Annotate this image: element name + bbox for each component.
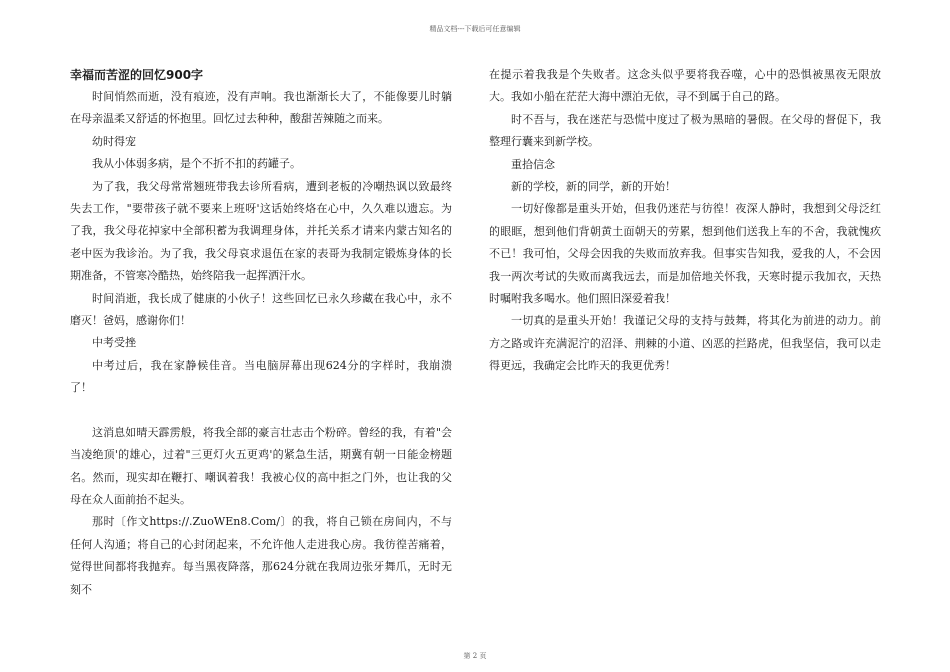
section-heading: 中考受挫 (92, 336, 136, 350)
section-heading: 重拾信念 (511, 157, 555, 171)
right-column (489, 64, 881, 378)
paragraph: 一切好像都是重头开始，但我仍迷茫与彷徨！夜深人静时，我想到父母泛红的眼眶，想到他们背朝黄土面朝天的劳累，想到他们送我上车的不舍，我就愧疚不已！我可怕，父母会因我的失败而放弃我。但事实告知我，爱我的人，不会因我一两次考试的失败而离我远去，而是加倍地关怀我，天寒时提示我加衣，天热时嘱咐我多喝水。他们照旧深爱着我！ (489, 202, 881, 306)
paragraph: 时间悄然而逝，没有痕迹，没有声响。我也渐渐长大了，不能像要儿时躺在母亲温柔又舒适的怀抱里。回忆过去种种，酸甜苦辣随之而来。 (70, 90, 452, 126)
paragraph: 为了我，我父母常常翘班带我去诊所看病，遭到老板的冷嘲热讽以致最终失去工作，"要带孩子就不要来上班呀'这话始终烙在心中，久久难以遗忘。为了我，我父母花掉家中全部积蓄为我调理身体，并托关系才请来内蒙古知名的老中医为我诊治。为了我，我父母哀求退伍在家的表哥为我制定锻炼身体的长期准备，不管寒冷酷热，始终陪我一起挥洒汗水。 (70, 179, 452, 283)
paragraph: 中考过后，我在家静候佳音。当电脑屏幕出现624分的字样时，我崩溃了！ (70, 358, 452, 395)
paragraph: 时不吾与，我在迷茫与恐慌中度过了极为黑暗的暑假。在父母的督促下，我整理行囊来到新学校。 (489, 112, 881, 149)
page-footer: 第 2 页 (463, 652, 487, 660)
paragraph: 时间消逝，我长成了健康的小伙子！这些回忆已永久珍藏在我心中，永不磨灭！爸妈，感谢你们！ (70, 291, 452, 328)
left-column (70, 64, 452, 601)
paragraph: 一切真的是重头开始！我谨记父母的支持与鼓舞，将其化为前进的动力。前方之路或许充满泥泞的沼泽、荆棘的小道、凶恶的拦路虎，但我坚信，我可以走得更远，我确定会比昨天的我更优秀！ (489, 314, 881, 373)
article-title: 幸福而苦涩的回忆900字 (70, 68, 204, 82)
page-header: 精品文档---下载后可任意编辑 (429, 25, 521, 33)
paragraph: 这消息如晴天霹雳般，将我全部的豪言壮志击个粉碎。曾经的我，有着"会当凌绝顶'的雄心，过着"三更灯火五更鸡'的紧急生活，期冀有朝一日能金榜题名。然而，现实却在鞭打、嘲讽着我！我被心仪的高中拒之门外，也让我的父母在众人面前抬不起头。 (70, 425, 452, 506)
paragraph: 在提示着我我是个失败者。这念头似乎要将我吞噬，心中的恐惧被黑夜无限放大。我如小船在茫茫大海中漂泊无依，寻不到属于自己的路。 (489, 68, 881, 104)
spacer (70, 400, 452, 422)
section-heading: 幼时得宠 (92, 134, 136, 148)
paragraph: 那时〔作文https://.ZuoWEn8.Com/〕的我，将自己锁在房间内，不与任何人沟通；将自己的心封闭起来，不允许他人走进我心房。我彷徨苦痛着，觉得世间都将我抛弃。每当黑夜降落，那624分就在我周边张牙舞爪，无时无刻不 (70, 515, 452, 596)
paragraph: 新的学校，新的同学，新的开始！ (511, 180, 676, 194)
paragraph: 我从小体弱多病，是个不折不扣的药罐子。 (92, 157, 301, 171)
